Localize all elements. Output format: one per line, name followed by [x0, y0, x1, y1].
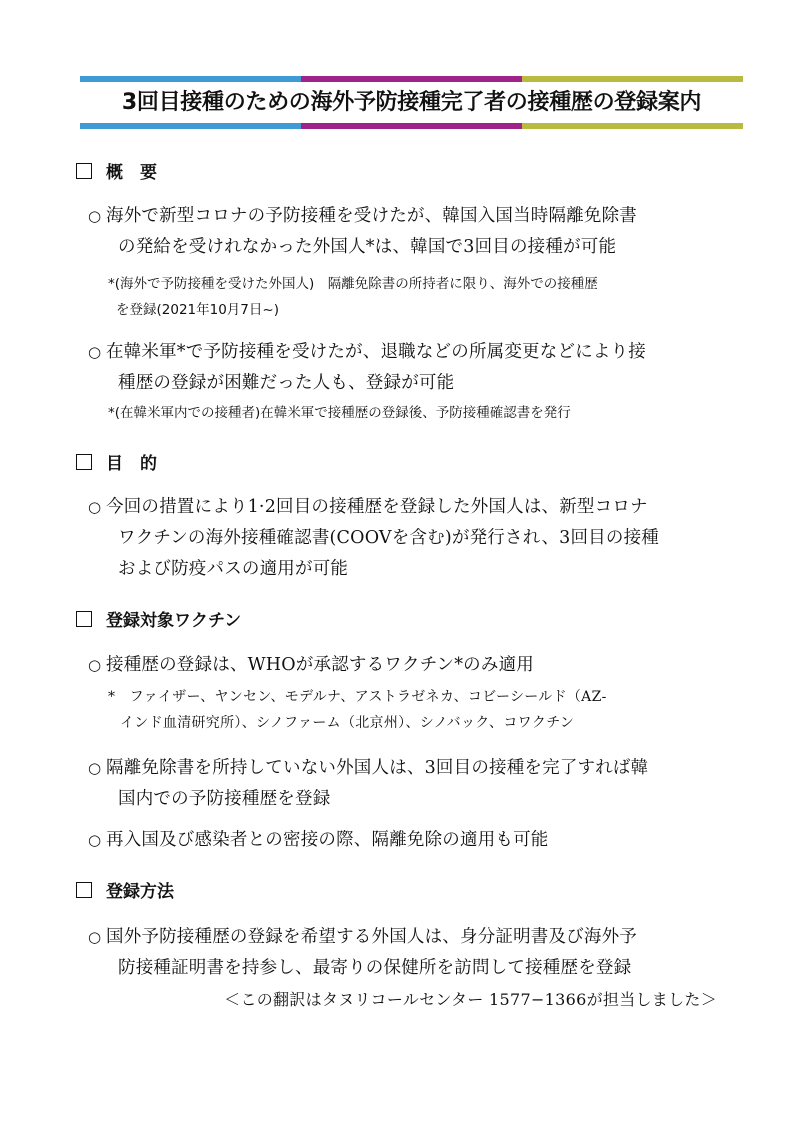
section-heading-method [76, 880, 174, 904]
bullet-item [88, 650, 728, 681]
checkbox-square-icon [76, 454, 92, 470]
bullet-line [88, 337, 728, 368]
bullet-line [88, 201, 728, 232]
bullet-text: および防疫パスの適用が可能 [118, 559, 349, 579]
bullet-item [88, 753, 728, 815]
bar-blue [80, 123, 301, 129]
bullet-line [88, 922, 728, 953]
circle-bullet-icon: ○ [88, 656, 102, 674]
bar-olive [522, 123, 743, 129]
bullet-text: 海外で新型コロナの予防接種を受けたが、韓国入国当時隔離免除書 [106, 206, 637, 226]
bar-blue [80, 76, 301, 82]
section-heading-overview [76, 161, 157, 185]
bullet-item [88, 201, 728, 263]
checkbox-square-icon [76, 882, 92, 898]
footnote-text: *(海外で予防接種を受けた外国人) 隔離免除書の所持者に限り、海外での接種歴 [108, 276, 598, 292]
footnote [108, 400, 571, 426]
footnote-text: * ファイザー、ヤンセン、モデルナ、アストラゼネカ、コビーシールド（AZ- [108, 689, 607, 705]
bullet-text: 国外予防接種歴の登録を希望する外国人は、身分証明書及び海外予 [106, 927, 637, 947]
footnote [108, 271, 598, 323]
section-heading-vaccines [76, 609, 241, 633]
bullet-text: 接種歴の登録は、WHOが承認するワクチン*のみ適用 [106, 655, 534, 675]
footnote [108, 684, 607, 736]
title-top-bar [80, 76, 743, 82]
bullet-text: 国内での予防接種歴を登録 [118, 789, 331, 809]
bar-olive [522, 76, 743, 82]
circle-bullet-icon: ○ [88, 207, 102, 225]
bullet-text: 今回の措置により1·2回目の接種歴を登録した外国人は、新型コロナ [106, 497, 648, 517]
bullet-line [88, 753, 728, 784]
translation-credit: ＜この翻訳はタヌリコールセンター 1577−1366が担当しました＞ [224, 990, 717, 1009]
bullet-text: 防接種証明書を持参し、最寄りの保健所を訪問して接種歴を登録 [118, 958, 632, 978]
title-bottom-bar [80, 123, 743, 129]
bullet-text: 在韓米軍*で予防接種を受けたが、退職などの所属変更などにより接 [106, 342, 646, 362]
section-heading-text: 概 要 [106, 163, 157, 183]
footnote-text: を登録(2021年10月7日~) [116, 302, 279, 318]
section-heading-text: 登録対象ワクチン [106, 611, 242, 631]
footnote-text: *(在韓米軍内での接種者)在韓米軍で接種歴の登録後、予防接種確認書を発行 [108, 405, 571, 421]
bar-magenta [301, 76, 522, 82]
bullet-item [88, 825, 728, 856]
checkbox-square-icon [76, 163, 92, 179]
bullet-item [88, 922, 728, 984]
page-title: 3回目接種のための海外予防接種完了者の接種歴の登録案内 [121, 90, 702, 115]
bullet-line [88, 650, 728, 681]
bullet-text: の発給を受けれなかった外国人*は、韓国で3回目の接種が可能 [118, 237, 617, 257]
circle-bullet-icon: ○ [88, 759, 102, 777]
bullet-item [88, 492, 728, 585]
section-heading-purpose [76, 452, 157, 476]
section-heading-text: 目 的 [106, 454, 157, 474]
bar-magenta [301, 123, 522, 129]
section-heading-text: 登録方法 [106, 882, 174, 902]
bullet-text: 隔離免除書を所持していない外国人は、3回目の接種を完了すれば韓 [106, 758, 649, 778]
circle-bullet-icon: ○ [88, 343, 102, 361]
bullet-text: ワクチンの海外接種確認書(COOVを含む)が発行され、3回目の接種 [118, 528, 659, 548]
bullet-text: 再入国及び感染者との密接の際、隔離免除の適用も可能 [106, 830, 549, 850]
bullet-line [88, 492, 728, 523]
checkbox-square-icon [76, 611, 92, 627]
bullet-line [88, 825, 728, 856]
circle-bullet-icon: ○ [88, 831, 102, 849]
bullet-text: 種歴の登録が困難だった人も、登録が可能 [118, 373, 455, 393]
circle-bullet-icon: ○ [88, 928, 102, 946]
circle-bullet-icon: ○ [88, 498, 102, 516]
bullet-item [88, 337, 728, 399]
footnote-text: インド血清研究所）、シノファーム（北京州）、シノバック、コワクチン [120, 715, 575, 731]
